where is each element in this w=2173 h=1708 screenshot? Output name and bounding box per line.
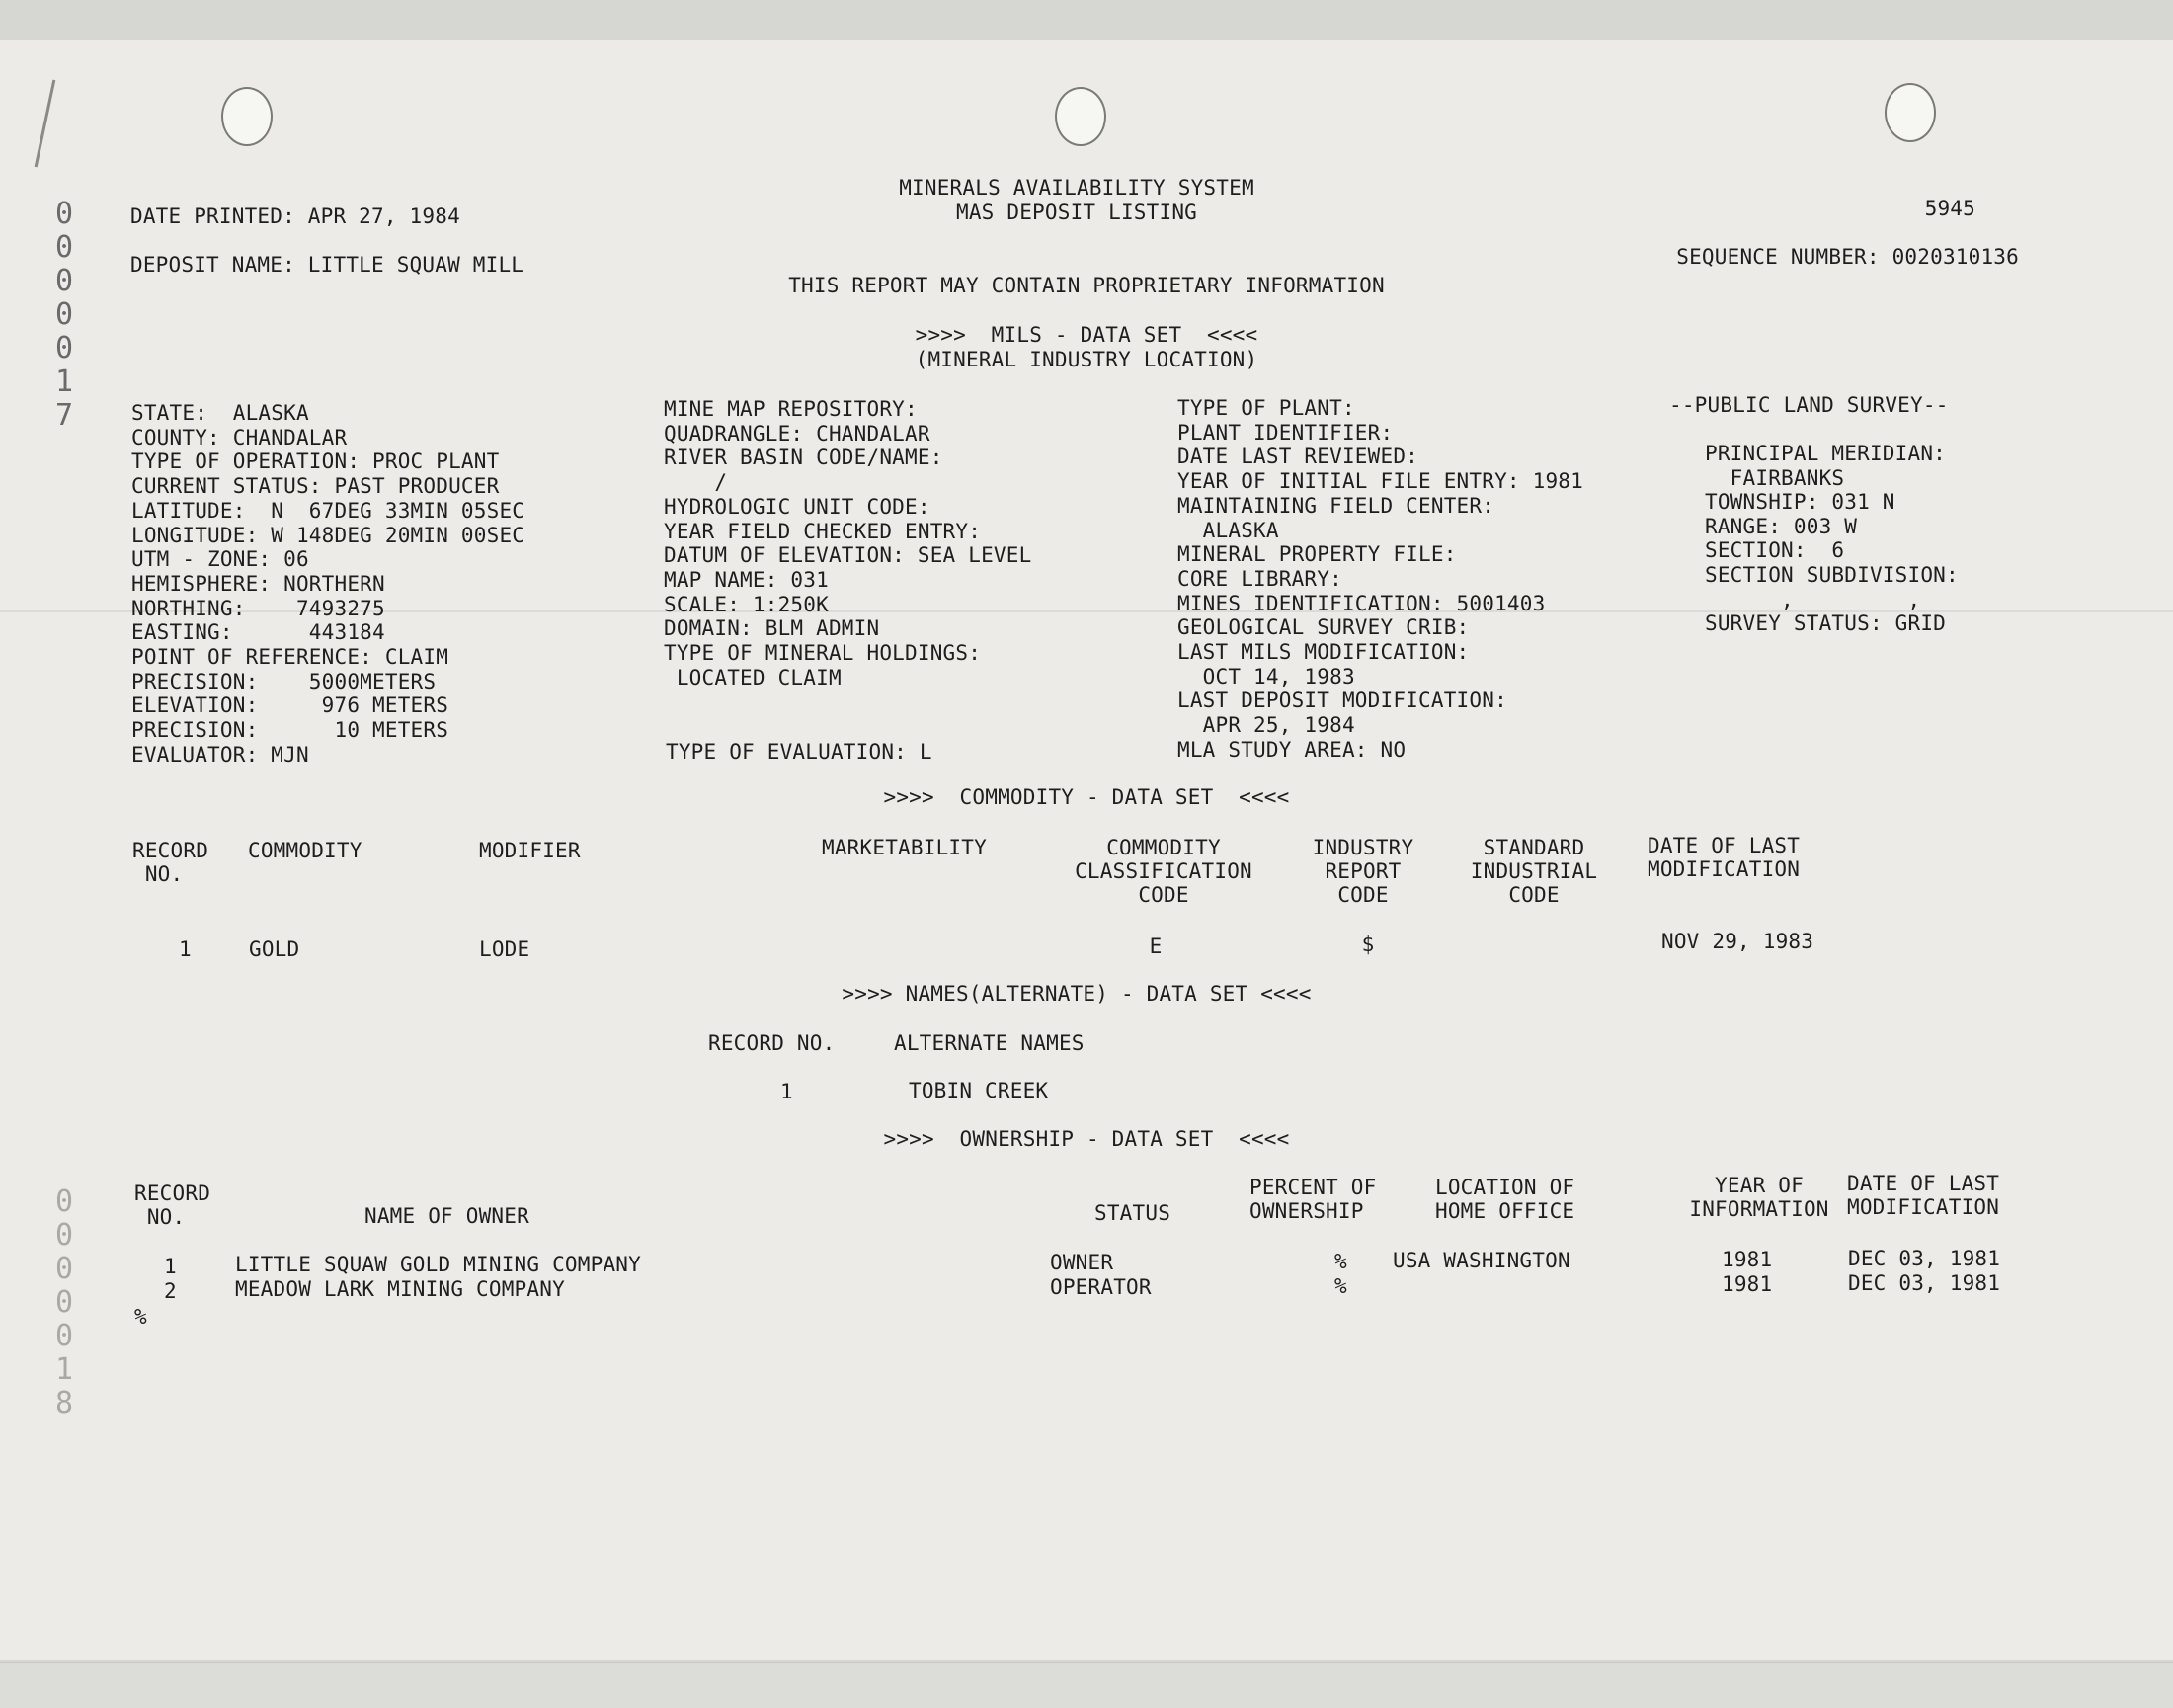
land-survey-field: SURVEY STATUS: GRID	[1705, 611, 1947, 636]
mils-field: PRECISION: 10 METERS	[131, 718, 449, 743]
mils-field: MAP NAME: 031	[664, 567, 829, 592]
commodity-record-no: 1	[179, 937, 192, 961]
commodity-header-classification: COMMODITY CLASSIFICATION CODE	[1075, 836, 1252, 907]
land-survey-field: SECTION: 6	[1705, 538, 1845, 563]
mils-subtitle: (MINERAL INDUSTRY LOCATION)	[915, 348, 1258, 371]
commodity-header-date: DATE OF LAST MODIFICATION	[1648, 834, 1801, 881]
names-header-record: RECORD NO.	[708, 1031, 836, 1055]
mils-field: ALASKA	[1177, 518, 1279, 542]
mils-field: STATE: ALASKA	[131, 401, 309, 425]
mils-field: EVALUATOR: MJN	[131, 742, 309, 767]
mils-field: EASTING: 443184	[131, 620, 385, 645]
names-title: >>>> NAMES(ALTERNATE) - DATA SET <<<<	[842, 982, 1312, 1006]
mils-field: RIVER BASIN CODE/NAME:	[664, 446, 943, 470]
ownership-title: >>>> OWNERSHIP - DATA SET <<<<	[883, 1127, 1290, 1151]
commodity-header-marketability: MARKETABILITY	[822, 836, 987, 859]
mils-field: ELEVATION: 976 METERS	[131, 693, 449, 718]
ownership-header-owner: NAME OF OWNER	[364, 1204, 529, 1228]
land-survey-field: FAIRBANKS	[1705, 465, 1845, 490]
mils-field: LAST MILS MODIFICATION:	[1177, 640, 1470, 664]
sequence-number: SEQUENCE NUMBER: 0020310136	[1676, 245, 2019, 269]
ownership-header-percent: PERCENT OF OWNERSHIP	[1249, 1176, 1377, 1223]
land-survey-field: RANGE: 003 W	[1705, 514, 1858, 538]
type-of-evaluation: TYPE OF EVALUATION: L	[666, 740, 932, 764]
mils-field: LOCATED CLAIM	[664, 665, 842, 690]
margin-stamp-bottom: 0000018	[54, 1184, 74, 1421]
mils-field: DOMAIN: BLM ADMIN	[664, 616, 880, 641]
punch-hole-left	[221, 87, 273, 146]
commodity-date: NOV 29, 1983	[1661, 930, 1814, 953]
page-number: 5945	[1924, 197, 1975, 220]
mils-field: GEOLOGICAL SURVEY CRIB:	[1177, 615, 1470, 640]
ownership-footnote: %	[134, 1305, 147, 1329]
commodity-header-industry: INDUSTRY REPORT CODE	[1312, 836, 1414, 907]
mils-field: OCT 14, 1983	[1177, 664, 1355, 689]
ownership-header-record: RECORD NO.	[134, 1181, 211, 1229]
owner-percent: %	[1334, 1250, 1347, 1273]
land-survey-title: --PUBLIC LAND SURVEY--	[1669, 393, 1949, 417]
mils-field: PRECISION: 5000METERS	[131, 669, 437, 693]
mils-field: POINT OF REFERENCE: CLAIM	[131, 645, 449, 669]
margin-stamp-top: 0000017	[54, 197, 74, 433]
mils-title: >>>> MILS - DATA SET <<<<	[915, 323, 1258, 347]
ownership-record-no: 1	[164, 1255, 177, 1278]
mils-field: COUNTY: CHANDALAR	[131, 425, 348, 449]
owner-date: DEC 03, 1981	[1848, 1247, 2001, 1270]
mils-field: SCALE: 1:250K	[664, 592, 829, 616]
commodity-header-record: RECORD NO.	[132, 839, 209, 886]
land-survey-field: PRINCIPAL MERIDIAN:	[1705, 442, 1947, 465]
names-header-alternate: ALTERNATE NAMES	[894, 1031, 1085, 1055]
system-title: MINERALS AVAILABILITY SYSTEM	[899, 176, 1254, 200]
owner-year: 1981	[1722, 1272, 1773, 1296]
sheet-bottom-edge	[0, 1662, 2173, 1708]
mils-field: MINE MAP REPOSITORY:	[664, 397, 918, 421]
commodity-header-standard: STANDARD INDUSTRIAL CODE	[1470, 836, 1598, 907]
mils-field: CORE LIBRARY:	[1177, 566, 1342, 591]
punch-hole-right	[1885, 83, 1936, 142]
owner-date: DEC 03, 1981	[1848, 1271, 2001, 1295]
mils-field: CURRENT STATUS: PAST PRODUCER	[131, 474, 500, 499]
land-survey-field: TOWNSHIP: 031 N	[1705, 490, 1895, 515]
mils-field: MINES IDENTIFICATION: 5001403	[1177, 591, 1546, 615]
mils-field: LAST DEPOSIT MODIFICATION:	[1177, 689, 1507, 713]
owner-status: OWNER	[1050, 1251, 1114, 1274]
commodity-modifier: LODE	[479, 937, 530, 961]
mils-field: QUADRANGLE: CHANDALAR	[664, 421, 930, 446]
owner-percent: %	[1334, 1274, 1347, 1298]
owner-name: MEADOW LARK MINING COMPANY	[235, 1277, 565, 1301]
ownership-header-status: STATUS	[1094, 1201, 1171, 1225]
mils-field: MINERAL PROPERTY FILE:	[1177, 542, 1457, 567]
mils-field: MLA STUDY AREA: NO	[1177, 737, 1407, 762]
commodity-industry: $	[1361, 933, 1375, 956]
mils-field: TYPE OF PLANT:	[1177, 396, 1355, 420]
owner-year: 1981	[1722, 1248, 1773, 1271]
mils-field: APR 25, 1984	[1177, 713, 1355, 738]
mils-field: PLANT IDENTIFIER:	[1177, 420, 1394, 445]
ownership-header-location: LOCATION OF HOME OFFICE	[1435, 1176, 1575, 1223]
ownership-record-no: 2	[164, 1279, 177, 1303]
date-printed: DATE PRINTED: APR 27, 1984	[130, 204, 460, 228]
mils-field: YEAR FIELD CHECKED ENTRY:	[664, 519, 982, 543]
mils-field: DATE LAST REVIEWED:	[1177, 445, 1419, 469]
mils-field: /	[664, 470, 728, 495]
names-record-no: 1	[780, 1080, 793, 1103]
mils-field: DATUM OF ELEVATION: SEA LEVEL	[664, 543, 1032, 568]
ownership-header-year: YEAR OF INFORMATION	[1689, 1174, 1829, 1221]
mils-field: UTM - ZONE: 06	[131, 547, 309, 572]
commodity-header-commodity: COMMODITY	[248, 839, 362, 862]
punch-hole-center	[1055, 87, 1106, 146]
mils-field: LONGITUDE: W 148DEG 20MIN 00SEC	[131, 523, 525, 547]
mils-field: MAINTAINING FIELD CENTER:	[1177, 493, 1495, 518]
mils-field: TYPE OF OPERATION: PROC PLANT	[131, 449, 500, 474]
commodity-name: GOLD	[249, 937, 300, 961]
commodity-header-modifier: MODIFIER	[479, 839, 581, 862]
land-survey-field: , ,	[1705, 587, 1921, 611]
mils-field: HYDROLOGIC UNIT CODE:	[664, 494, 930, 519]
mils-field: LATITUDE: N 67DEG 33MIN 05SEC	[131, 498, 525, 523]
owner-status: OPERATOR	[1050, 1275, 1152, 1299]
mils-field: TYPE OF MINERAL HOLDINGS:	[664, 641, 982, 665]
deposit-name: DEPOSIT NAME: LITTLE SQUAW MILL	[130, 253, 524, 277]
mils-field: YEAR OF INITIAL FILE ENTRY: 1981	[1177, 469, 1583, 494]
mils-field: NORTHING: 7493275	[131, 596, 385, 620]
land-survey-field: SECTION SUBDIVISION:	[1705, 563, 1959, 587]
commodity-title: >>>> COMMODITY - DATA SET <<<<	[883, 785, 1290, 809]
owner-name: LITTLE SQUAW GOLD MINING COMPANY	[235, 1253, 641, 1276]
mils-field: HEMISPHERE: NORTHERN	[131, 571, 385, 596]
proprietary-notice: THIS REPORT MAY CONTAIN PROPRIETARY INFORMATION	[788, 274, 1385, 297]
commodity-classification: E	[1149, 935, 1163, 958]
listing-title: MAS DEPOSIT LISTING	[955, 201, 1198, 224]
owner-location: USA WASHINGTON	[1393, 1249, 1570, 1272]
alternate-name: TOBIN CREEK	[909, 1079, 1049, 1102]
ownership-header-date: DATE OF LAST MODIFICATION	[1847, 1172, 2000, 1219]
